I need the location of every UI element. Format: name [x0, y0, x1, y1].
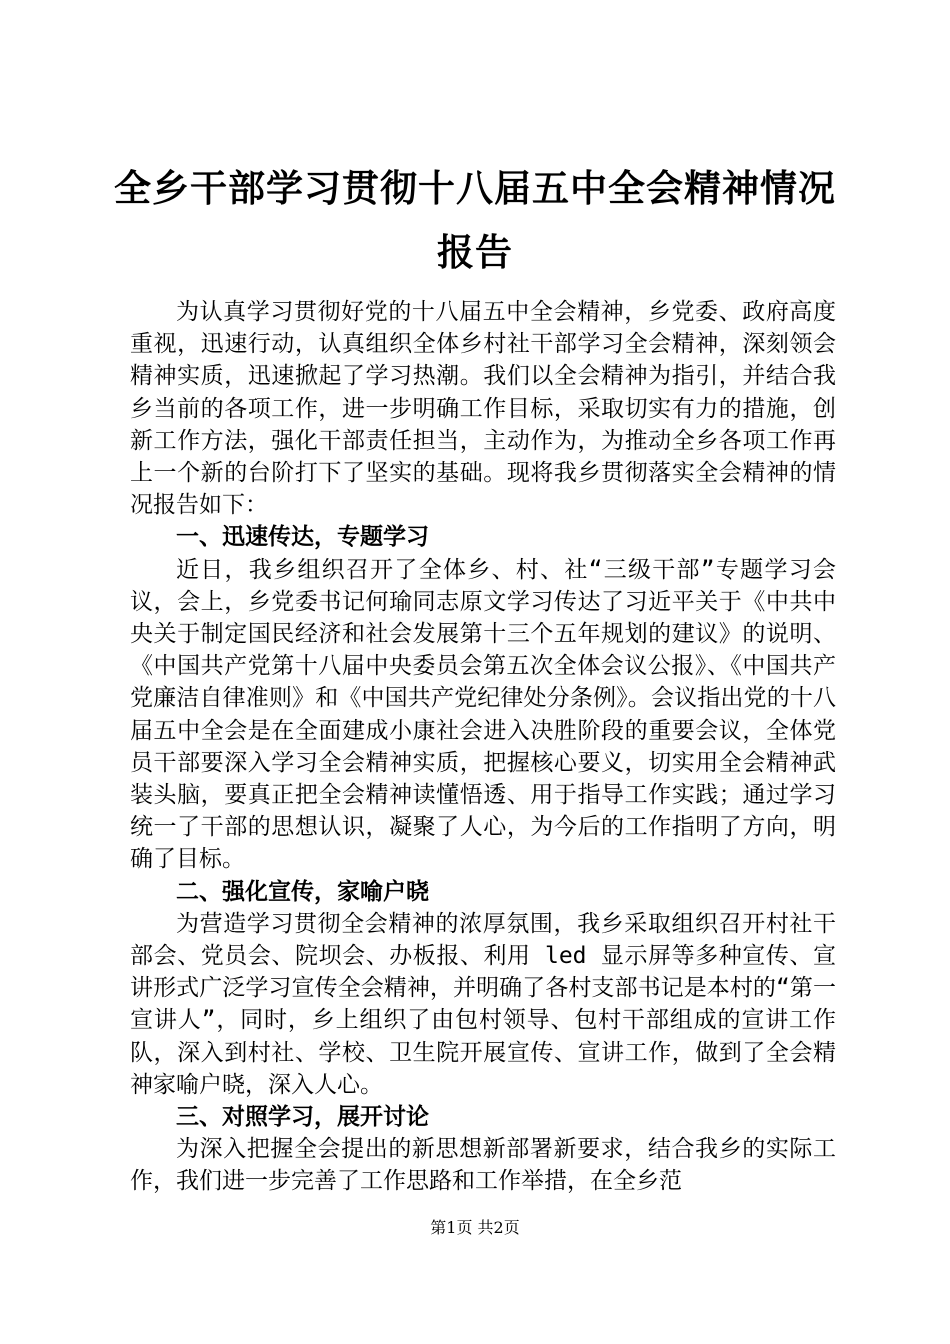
section-heading-1: 一、迅速传达，专题学习	[176, 524, 429, 551]
page-footer: 第1页 共2页	[430, 1218, 520, 1237]
section-heading-2: 二、强化宣传，家喻户晓	[176, 878, 429, 905]
section-heading-3: 三、对照学习，展开讨论	[176, 1104, 429, 1131]
section-paragraph-3: 为深入把握全会提出的新思想新部署新要求，结合我乡的实际工作，我们进一步完善了工作思路和工作举措，在全乡范	[130, 1136, 836, 1195]
section-paragraph-2: 为营造学习贯彻全会精神的浓厚氛围，我乡采取组织召开村社干部会、党员会、院坝会、办板报、利用 led 显示屏等多种宣传、宣讲形式广泛学习宣传全会精神，并明确了各村支部书记是本村的“第一宣讲人”，同时，乡上组织了由包村领导、包村干部组成的宣讲工作队，深入到村社、学校、卫生院开展宣传、宣讲工作，做到了全会精神家喻户晓，深入人心。	[130, 910, 836, 1098]
section-paragraph-1: 近日，我乡组织召开了全体乡、村、社“三级干部”专题学习会议，会上，乡党委书记何瑜同志原文学习传达了习近平关于《中共中央关于制定国民经济和社会发展第十三个五年规划的建议》的说明、《中国共产党第十八届中央委员会第五次全体会议公报》、《中国共产党廉洁自律准则》和《中国共产党纪律处分条例》。会议指出党的十八届五中全会是在全面建成小康社会进入决胜阶段的重要会议，全体党员干部要深入学习全会精神实质，把握核心要义，切实用全会精神武装头脑，要真正把全会精神读懂悟透、用于指导工作实践；通过学习统一了干部的思想认识，凝聚了人心，为今后的工作指明了方向，明确了目标。	[130, 556, 836, 873]
document-body	[130, 296, 836, 1198]
document-title: 全乡干部学习贯彻十八届五中全会精神情况报告	[114, 166, 836, 274]
intro-paragraph: 为认真学习贯彻好党的十八届五中全会精神，乡党委、政府高度重视，迅速行动，认真组织全体乡村社干部学习全会精神，深刻领会精神实质，迅速掀起了学习热潮。我们以全会精神为指引，并结合我乡当前的各项工作，进一步明确工作目标，采取切实有力的措施，创新工作方法，强化干部责任担当，主动作为，为推动全乡各项工作再上一个新的台阶打下了坚实的基础。现将我乡贯彻落实全会精神的情况报告如下：	[130, 299, 836, 519]
